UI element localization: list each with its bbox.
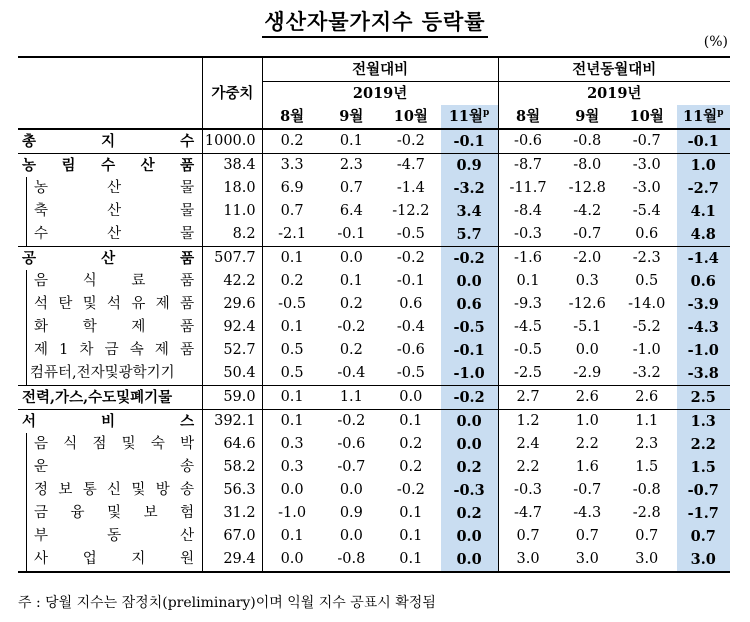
weight-cell: 67.0 [203, 525, 262, 548]
header-month: 11월$^p$ [441, 105, 498, 129]
table-row [18, 548, 730, 572]
yoy-cell: 2.2 [575, 436, 599, 452]
mom-cell: 0.1 [399, 551, 423, 567]
header-weight: 가중치 [203, 57, 262, 129]
yoy-cell: -0.1 [677, 129, 731, 154]
yoy-cell: 2.2 [677, 433, 731, 456]
table-row [18, 479, 730, 502]
mom-cell: 0.0 [441, 433, 498, 456]
table-row [18, 200, 730, 223]
yoy-cell: -0.7 [632, 133, 661, 149]
mom-cell: 0.1 [399, 505, 423, 521]
mom-cell: 6.4 [339, 203, 363, 219]
mom-cell: -3.2 [441, 177, 498, 200]
table-row [18, 433, 730, 456]
header-yoy: 전년동월대비 [498, 57, 730, 82]
mom-cell: -0.3 [441, 479, 498, 502]
mom-cell: -1.0 [262, 502, 321, 525]
yoy-cell: -4.3 [573, 505, 602, 521]
mom-cell: 0.5 [262, 339, 321, 362]
table-row [18, 270, 730, 293]
yoy-cell: -2.5 [498, 362, 557, 386]
yoy-cell: 1.3 [677, 410, 731, 434]
yoy-cell: 0.7 [635, 528, 659, 544]
mom-cell: -0.1 [396, 273, 425, 289]
mom-cell: 0.9 [441, 154, 498, 178]
mom-cell: -0.2 [441, 247, 498, 271]
mom-cell: 0.0 [339, 528, 363, 544]
header-mom-year: 2019년 [262, 82, 498, 106]
mom-cell: 0.6 [441, 293, 498, 316]
row-label: 부 동 산 [18, 525, 203, 548]
yoy-cell: -14.0 [628, 296, 666, 312]
table-row [18, 410, 730, 434]
table-row [18, 456, 730, 479]
mom-cell: -0.4 [396, 319, 425, 335]
mom-cell: -12.2 [392, 203, 430, 219]
yoy-cell: -8.4 [498, 200, 557, 223]
row-label: 제 1 차 금 속 제 품 [18, 339, 203, 362]
weight-cell: 59.0 [203, 386, 262, 410]
row-label: 공 산 품 [22, 250, 195, 267]
mom-cell: 2.3 [339, 157, 363, 173]
yoy-cell: -4.7 [498, 502, 557, 525]
row-label: 사 업 지 원 [18, 548, 203, 572]
mom-cell: 0.0 [262, 479, 321, 502]
yoy-cell: -3.9 [677, 293, 731, 316]
weight-cell: 18.0 [203, 177, 262, 200]
table-row [18, 316, 730, 339]
mom-cell: 0.7 [339, 180, 363, 196]
mom-cell: 0.7 [262, 200, 321, 223]
weight-cell: 50.4 [203, 362, 262, 386]
prelim-mark: p [483, 108, 490, 119]
mom-cell: -0.4 [337, 365, 366, 381]
mom-cell: -0.2 [337, 413, 366, 429]
yoy-cell: -5.4 [632, 203, 661, 219]
mom-cell: 0.3 [262, 433, 321, 456]
yoy-cell: -4.2 [573, 203, 602, 219]
mom-cell: 0.2 [262, 129, 321, 154]
yoy-cell: -4.3 [677, 316, 731, 339]
yoy-cell: 0.5 [635, 273, 659, 289]
yoy-cell: -2.8 [632, 505, 661, 521]
yoy-cell: 0.6 [677, 270, 731, 293]
mom-cell: 0.0 [441, 548, 498, 572]
yoy-cell: 0.7 [575, 528, 599, 544]
row-label: 음 식 점 및 숙 박 [18, 433, 203, 456]
yoy-cell: 0.7 [677, 525, 731, 548]
mom-cell: 0.5 [262, 362, 321, 386]
mom-cell: 0.0 [399, 389, 423, 405]
yoy-cell: -1.0 [677, 339, 731, 362]
row-label: 농 산 물 [18, 177, 203, 200]
row-label: 운 송 [18, 456, 203, 479]
yoy-cell: -1.7 [677, 502, 731, 525]
yoy-cell: 0.6 [635, 226, 659, 242]
table-row [18, 386, 730, 410]
mom-cell: -0.1 [441, 129, 498, 154]
yoy-cell: -3.2 [632, 365, 661, 381]
mom-cell: 0.0 [339, 482, 363, 498]
prelim-mark: p [717, 108, 724, 119]
mom-cell: 0.2 [399, 436, 423, 452]
table-body [18, 129, 730, 572]
mom-cell: 0.2 [441, 502, 498, 525]
mom-cell: 0.0 [441, 525, 498, 548]
yoy-cell: -2.3 [632, 250, 661, 266]
row-label: 수 산 물 [18, 223, 203, 247]
table-row [18, 129, 730, 154]
weight-cell: 38.4 [203, 154, 262, 178]
mom-cell: -2.1 [262, 223, 321, 247]
yoy-cell: 0.7 [498, 525, 557, 548]
footnote: 주 : 당월 지수는 잠정치(preliminary)이며 익월 지수 공표시 확정됨 [18, 595, 436, 611]
table-row [18, 362, 730, 386]
weight-cell: 58.2 [203, 456, 262, 479]
header-mom: 전월대비 [262, 57, 498, 82]
yoy-cell: 1.6 [575, 459, 599, 475]
mom-cell: -1.4 [396, 180, 425, 196]
table-row [18, 339, 730, 362]
ppi-table [18, 56, 730, 573]
table-header [18, 57, 730, 129]
yoy-cell: -9.3 [498, 293, 557, 316]
weight-cell: 1000.0 [203, 129, 262, 154]
yoy-cell: -12.6 [568, 296, 606, 312]
header-month: 10월 [393, 108, 428, 125]
yoy-cell: -8.0 [573, 157, 602, 173]
yoy-cell: 2.6 [575, 389, 599, 405]
mom-cell: -0.7 [337, 459, 366, 475]
yoy-cell: -5.1 [573, 319, 602, 335]
row-label: 석 탄 및 석 유 제 품 [18, 293, 203, 316]
mom-cell: 0.2 [339, 296, 363, 312]
row-label: 축 산 물 [18, 200, 203, 223]
mom-cell: -0.8 [337, 551, 366, 567]
weight-cell: 92.4 [203, 316, 262, 339]
mom-cell: 0.3 [262, 456, 321, 479]
weight-cell: 8.2 [203, 223, 262, 247]
yoy-cell: 2.7 [498, 386, 557, 410]
page-title: 생산자물가지수 등락률 [0, 6, 750, 36]
row-label: 정 보 통 신 및 방 송 [18, 479, 203, 502]
mom-cell: 0.2 [339, 342, 363, 358]
row-label: 서 비 스 [22, 413, 195, 430]
mom-cell: 0.9 [339, 505, 363, 521]
header-month: 9월 [339, 108, 364, 125]
yoy-cell: -3.0 [632, 157, 661, 173]
yoy-cell: 2.3 [635, 436, 659, 452]
yoy-cell: 2.4 [498, 433, 557, 456]
mom-cell: 5.7 [441, 223, 498, 247]
mom-cell: 0.0 [339, 250, 363, 266]
yoy-cell: -0.3 [498, 223, 557, 247]
yoy-cell: 3.0 [498, 548, 557, 572]
yoy-cell: 3.0 [575, 551, 599, 567]
mom-cell: 0.2 [262, 270, 321, 293]
mom-cell: 0.2 [399, 459, 423, 475]
table-row [18, 177, 730, 200]
header-yoy-year: 2019년 [498, 82, 730, 106]
weight-cell: 29.4 [203, 548, 262, 572]
weight-cell: 392.1 [203, 410, 262, 434]
weight-cell: 42.2 [203, 270, 262, 293]
yoy-cell: 0.0 [575, 342, 599, 358]
weight-cell: 52.7 [203, 339, 262, 362]
header-month: 8월 [262, 105, 321, 129]
yoy-cell: -0.8 [573, 133, 602, 149]
mom-cell: -0.1 [441, 339, 498, 362]
table-row [18, 525, 730, 548]
table-row [18, 223, 730, 247]
row-label: 화 학 제 품 [18, 316, 203, 339]
yoy-cell: 1.2 [498, 410, 557, 434]
mom-cell: -0.2 [441, 386, 498, 410]
table-row [18, 502, 730, 525]
mom-cell: 0.1 [399, 528, 423, 544]
mom-cell: 0.1 [339, 273, 363, 289]
yoy-cell: -1.6 [498, 247, 557, 271]
yoy-cell: 4.1 [677, 200, 731, 223]
mom-cell: 3.3 [262, 154, 321, 178]
yoy-cell: 3.0 [635, 551, 659, 567]
mom-cell: 0.6 [399, 296, 423, 312]
mom-cell: 0.1 [339, 133, 363, 149]
yoy-cell: -0.7 [573, 226, 602, 242]
header-month: 8월 [498, 105, 557, 129]
mom-cell: -0.6 [337, 436, 366, 452]
mom-cell: -1.0 [441, 362, 498, 386]
yoy-cell: -4.5 [498, 316, 557, 339]
yoy-cell: 1.5 [635, 459, 659, 475]
table-row [18, 154, 730, 178]
mom-cell: 0.1 [262, 316, 321, 339]
yoy-cell: 4.8 [677, 223, 731, 247]
yoy-cell: -12.8 [568, 180, 606, 196]
yoy-cell: -0.5 [498, 339, 557, 362]
row-label: 컴퓨터,전자및광학기기 [18, 362, 203, 386]
weight-cell: 507.7 [203, 247, 262, 271]
row-label: 총 지 수 [22, 133, 195, 150]
mom-cell: 0.1 [399, 413, 423, 429]
yoy-cell: 1.1 [635, 413, 659, 429]
yoy-cell: -0.7 [677, 479, 731, 502]
row-label: 금 융 및 보 험 [18, 502, 203, 525]
mom-cell: -0.2 [396, 482, 425, 498]
mom-cell: -0.5 [396, 365, 425, 381]
yoy-cell: 2.5 [677, 386, 731, 410]
weight-cell: 64.6 [203, 433, 262, 456]
unit-label: (%) [703, 34, 728, 50]
mom-cell: 0.0 [262, 548, 321, 572]
mom-cell: -0.1 [337, 226, 366, 242]
yoy-cell: 2.2 [498, 456, 557, 479]
weight-cell: 56.3 [203, 479, 262, 502]
mom-cell: 0.1 [262, 410, 321, 434]
yoy-cell: -3.8 [677, 362, 731, 386]
yoy-cell: 3.0 [677, 548, 731, 572]
yoy-cell: -1.0 [632, 342, 661, 358]
mom-cell: -0.2 [396, 250, 425, 266]
header-blank [18, 57, 203, 129]
yoy-cell: -2.0 [573, 250, 602, 266]
mom-cell: 6.9 [262, 177, 321, 200]
yoy-cell: -5.2 [632, 319, 661, 335]
row-label: 전력,가스,수도및폐기물 [22, 389, 173, 406]
yoy-cell: -3.0 [632, 180, 661, 196]
mom-cell: 3.4 [441, 200, 498, 223]
mom-cell: 0.0 [441, 270, 498, 293]
yoy-cell: -0.3 [498, 479, 557, 502]
table-row [18, 293, 730, 316]
mom-cell: 0.1 [262, 525, 321, 548]
mom-cell: 0.2 [441, 456, 498, 479]
weight-cell: 29.6 [203, 293, 262, 316]
mom-cell: -0.5 [262, 293, 321, 316]
yoy-cell: -0.6 [498, 129, 557, 154]
yoy-cell: -8.7 [498, 154, 557, 178]
mom-cell: -0.5 [396, 226, 425, 242]
mom-cell: 0.0 [441, 410, 498, 434]
yoy-cell: 0.1 [498, 270, 557, 293]
header-month: 9월 [575, 108, 600, 125]
weight-cell: 11.0 [203, 200, 262, 223]
mom-cell: -4.7 [396, 157, 425, 173]
yoy-cell: -1.4 [677, 247, 731, 271]
yoy-cell: -2.7 [677, 177, 731, 200]
yoy-cell: -11.7 [498, 177, 557, 200]
yoy-cell: 0.3 [575, 273, 599, 289]
header-month: 10월 [629, 108, 664, 125]
weight-cell: 31.2 [203, 502, 262, 525]
yoy-cell: 1.5 [677, 456, 731, 479]
yoy-cell: 2.6 [635, 389, 659, 405]
mom-cell: 1.1 [339, 389, 363, 405]
mom-cell: -0.6 [396, 342, 425, 358]
mom-cell: -0.2 [337, 319, 366, 335]
header-month: 11월$^p$ [677, 105, 731, 129]
row-label: 농 림 수 산 품 [22, 157, 195, 174]
mom-cell: 0.1 [262, 247, 321, 271]
yoy-cell: -2.9 [573, 365, 602, 381]
row-label: 음 식 료 품 [18, 270, 203, 293]
yoy-cell: 1.0 [677, 154, 731, 178]
mom-cell: -0.5 [441, 316, 498, 339]
mom-cell: -0.2 [396, 133, 425, 149]
mom-cell: 0.1 [262, 386, 321, 410]
yoy-cell: -0.8 [632, 482, 661, 498]
table-row [18, 247, 730, 271]
yoy-cell: 1.0 [575, 413, 599, 429]
yoy-cell: -0.7 [573, 482, 602, 498]
